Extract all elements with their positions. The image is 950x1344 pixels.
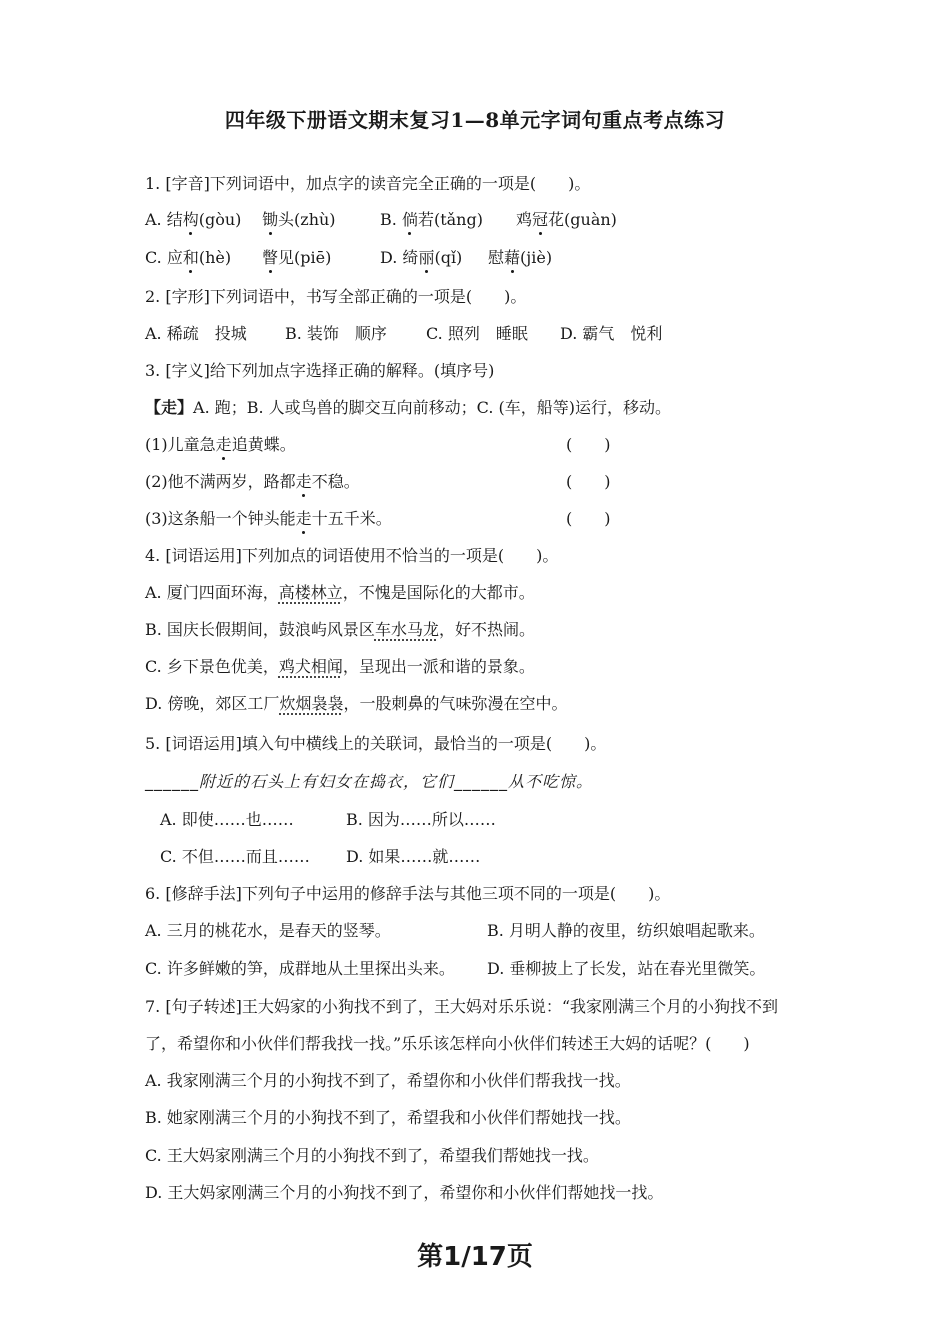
q4-option-a: A. 厦门四面环海，高楼林立，不愧是国际化的大都市。 — [145, 583, 535, 602]
q7-option-d: D. 王大妈家刚满三个月的小狗找不到了，希望你和小伙伴们帮她找一找。 — [145, 1183, 664, 1202]
q1-stem: 1. [字音]下列词语中，加点字的读音完全正确的一项是( )。 — [145, 174, 591, 193]
q4-option-b: B. 国庆长假期间，鼓浪屿风景区车水马龙，好不热闹。 — [145, 620, 535, 639]
q4-dotted-word-a: 高楼林立 — [278, 583, 343, 602]
q3-answer-blank-3: ( ) — [566, 509, 611, 528]
q3-stem: 3. [字义]给下列加点字选择正确的解释。(填序号) — [145, 361, 495, 380]
q6-stem: 6. [修辞手法]下列句子中运用的修辞手法与其他三项不同的一项是( )。 — [145, 884, 671, 903]
q3-sentence-2: (2)他不满两岁，路都走不稳。 — [145, 472, 360, 491]
q1-option-d2: 慰藉(jiè) — [488, 248, 553, 267]
q5-sentence: ______附近的石头上有妇女在捣衣，它们______从不吃惊。 — [145, 772, 594, 791]
q6-option-b: B. 月明人静的夜里，纺织娘唱起歌来。 — [487, 921, 765, 940]
q1-option-a2: 锄头(zhù) — [262, 210, 336, 229]
q6-option-a: A. 三月的桃花水，是春天的竖琴。 — [145, 921, 391, 940]
q4-option-d: D. 傍晚，郊区工厂炊烟袅袅，一股刺鼻的气味弥漫在空中。 — [145, 694, 568, 713]
q4-dotted-word-d: 炊烟袅袅 — [279, 694, 344, 713]
q5-option-b: B. 因为……所以…… — [346, 810, 496, 829]
page-number: 第1/17页 — [417, 1242, 533, 1272]
q7-stem-line-2: 了，希望你和小伙伴们帮我找一找。”乐乐该怎样向小伙伴们转述王大妈的话呢？( ) — [145, 1034, 750, 1053]
q7-option-a: A. 我家刚满三个月的小狗找不到了，希望你和小伙伴们帮我找一找。 — [145, 1071, 631, 1090]
q1-option-b1: B. 倘若(tǎng) — [380, 210, 483, 229]
q7-option-b: B. 她家刚满三个月的小狗找不到了，希望我和小伙伴们帮她找一找。 — [145, 1108, 631, 1127]
q1-option-c2: 瞥见(piē) — [262, 248, 332, 267]
q2-option-a: A. 稀疏 投城 — [145, 324, 247, 343]
q5-option-c: C. 不但……而且…… — [160, 847, 310, 866]
q2-option-b: B. 装饰 顺序 — [285, 324, 387, 343]
q4-option-c: C. 乡下景色优美，鸡犬相闻，呈现出一派和谐的景象。 — [145, 657, 535, 676]
q7-stem-line-1: 7. [句子转述]王大妈家的小狗找不到了，王大妈对乐乐说：“我家刚满三个月的小狗找不到 — [145, 997, 779, 1016]
q5-option-d: D. 如果……就…… — [346, 847, 481, 866]
q4-dotted-word-b: 车水马龙 — [374, 620, 439, 639]
document-title: 四年级下册语文期末复习1—8单元字词句重点考点练习 — [224, 108, 726, 132]
q3-answer-blank-1: ( ) — [566, 435, 611, 454]
q1-option-a1: A. 结构(gòu) — [145, 210, 242, 229]
q3-key: 【走】A. 跑；B. 人或鸟兽的脚交互向前移动；C. (车，船等)运行，移动。 — [145, 398, 672, 417]
q2-option-d: D. 霸气 悦利 — [560, 324, 663, 343]
q6-option-c: C. 许多鲜嫩的笋，成群地从土里探出头来。 — [145, 959, 455, 978]
q2-stem: 2. [字形]下列词语中，书写全部正确的一项是( )。 — [145, 287, 527, 306]
q4-dotted-word-c: 鸡犬相闻 — [278, 657, 343, 676]
q3-answer-blank-2: ( ) — [566, 472, 611, 491]
q5-stem: 5. [词语运用]填入句中横线上的关联词，最恰当的一项是( )。 — [145, 734, 607, 753]
q1-option-b2: 鸡冠花(guàn) — [516, 210, 617, 229]
q6-option-d: D. 垂柳披上了长发，站在春光里微笑。 — [487, 959, 766, 978]
q7-option-c: C. 王大妈家刚满三个月的小狗找不到了，希望我们帮她找一找。 — [145, 1146, 599, 1165]
q1-option-d1: D. 绮丽(qǐ) — [380, 248, 463, 267]
q1-option-c1: C. 应和(hè) — [145, 248, 232, 267]
q3-sentence-3: (3)这条船一个钟头能走十五千米。 — [145, 509, 392, 528]
q3-sentence-1: (1)儿童急走追黄蝶。 — [145, 435, 296, 454]
q4-stem: 4. [词语运用]下列加点的词语使用不恰当的一项是( )。 — [145, 546, 559, 565]
q5-option-a: A. 即使……也…… — [160, 810, 294, 829]
q2-option-c: C. 照列 睡眠 — [426, 324, 528, 343]
